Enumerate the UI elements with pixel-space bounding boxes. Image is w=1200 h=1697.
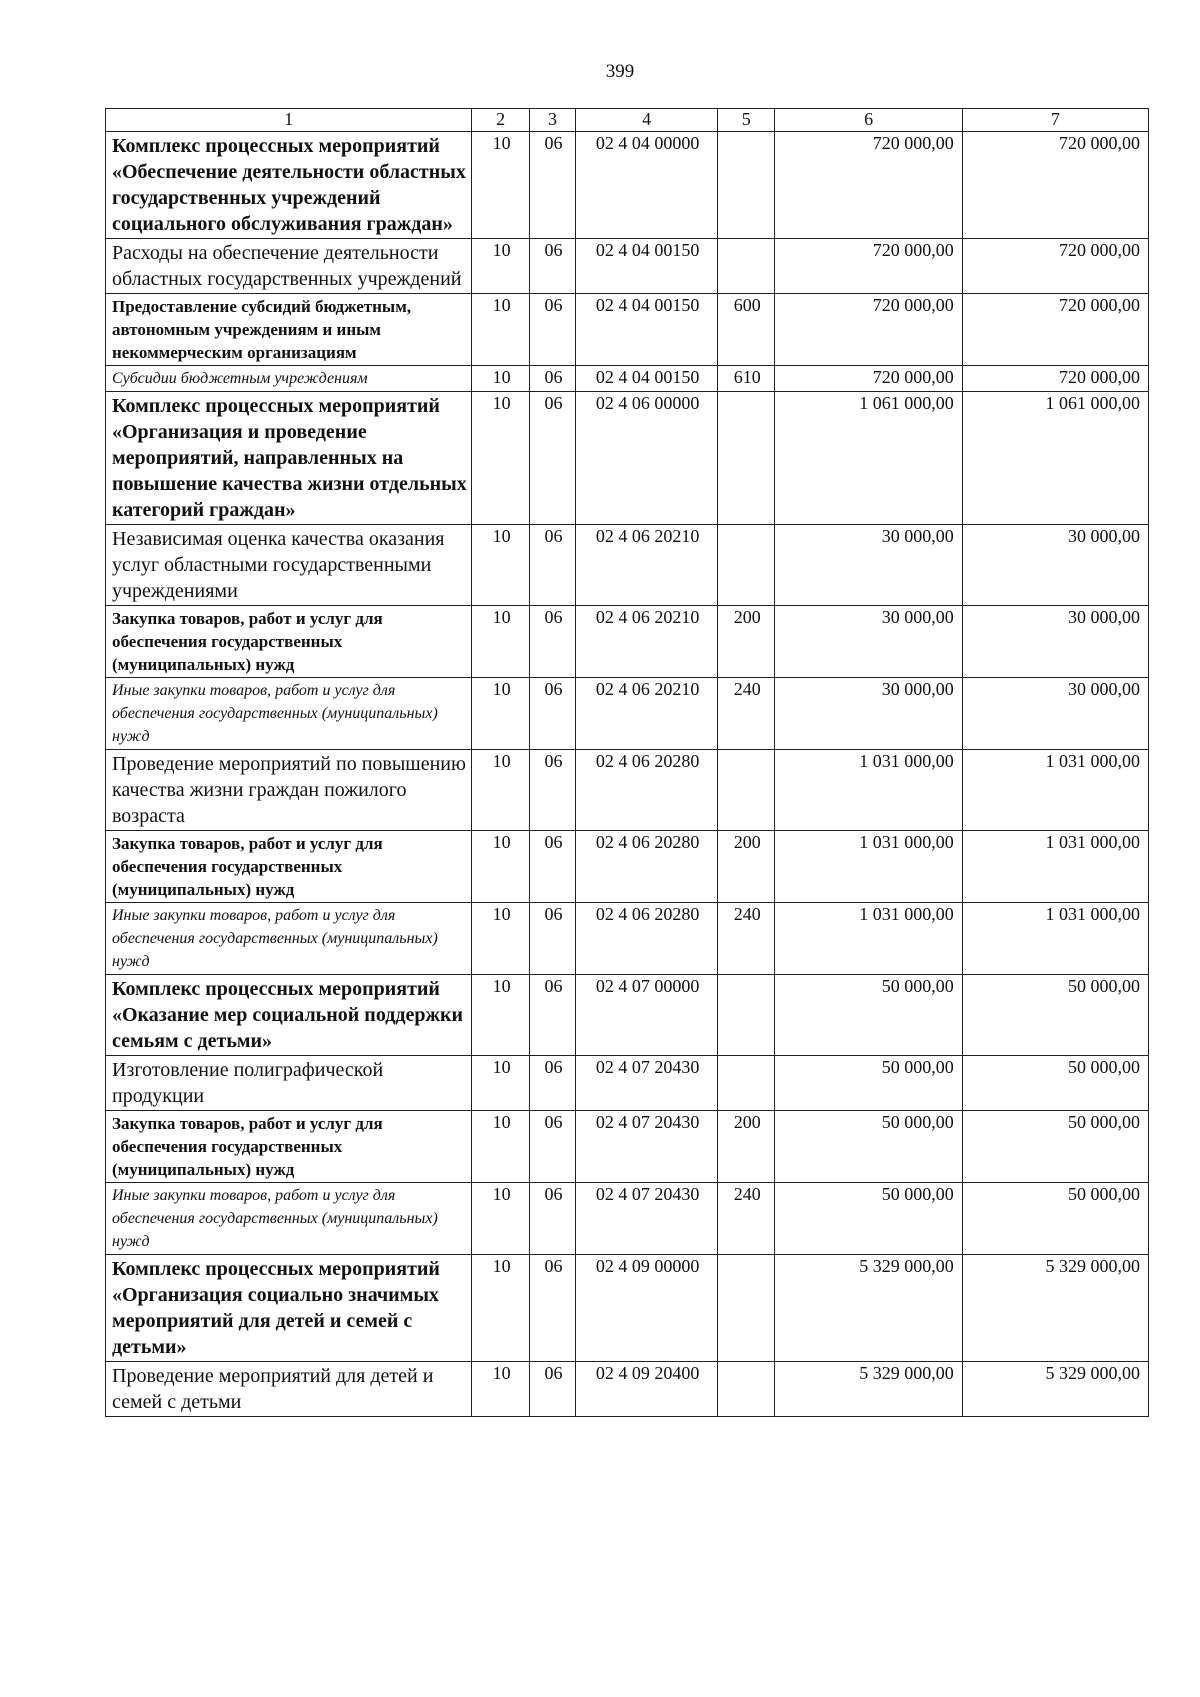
row-name: Иные закупки товаров, работ и услуг для обеспечения государственных (муниципальных) нужд bbox=[106, 903, 472, 975]
row-target-article: 02 4 06 20210 bbox=[576, 525, 718, 606]
row-target-article: 02 4 06 20280 bbox=[576, 831, 718, 903]
row-amount-year-2: 50 000,00 bbox=[962, 1111, 1148, 1183]
row-amount-year-1: 720 000,00 bbox=[775, 294, 962, 366]
row-target-article: 02 4 04 00150 bbox=[576, 294, 718, 366]
row-expense-type bbox=[718, 525, 775, 606]
table-body bbox=[106, 132, 1149, 1417]
row-section: 10 bbox=[472, 239, 529, 294]
row-name: Иные закупки товаров, работ и услуг для обеспечения государственных (муниципальных) нужд bbox=[106, 678, 472, 750]
table-row bbox=[106, 606, 1149, 678]
row-subsection: 06 bbox=[529, 1056, 575, 1111]
row-amount-year-2: 720 000,00 bbox=[962, 294, 1148, 366]
row-subsection: 06 bbox=[529, 1183, 575, 1255]
row-name: Проведение мероприятий по повышению качества жизни граждан пожилого возраста bbox=[106, 750, 472, 831]
row-target-article: 02 4 06 00000 bbox=[576, 392, 718, 525]
budget-table bbox=[105, 108, 1149, 1417]
row-subsection: 06 bbox=[529, 132, 575, 239]
row-expense-type bbox=[718, 239, 775, 294]
row-amount-year-2: 1 061 000,00 bbox=[962, 392, 1148, 525]
row-subsection: 06 bbox=[529, 366, 575, 392]
row-amount-year-2: 1 031 000,00 bbox=[962, 750, 1148, 831]
table-row bbox=[106, 132, 1149, 239]
row-target-article: 02 4 07 20430 bbox=[576, 1111, 718, 1183]
row-subsection: 06 bbox=[529, 678, 575, 750]
table-row bbox=[106, 1111, 1149, 1183]
row-expense-type: 200 bbox=[718, 831, 775, 903]
table-row bbox=[106, 678, 1149, 750]
row-name: Комплекс процессных мероприятий «Оказание мер социальной поддержки семьям с детьми» bbox=[106, 975, 472, 1056]
row-amount-year-2: 30 000,00 bbox=[962, 525, 1148, 606]
row-subsection: 06 bbox=[529, 525, 575, 606]
row-amount-year-2: 1 031 000,00 bbox=[962, 903, 1148, 975]
table-row bbox=[106, 750, 1149, 831]
row-amount-year-1: 1 061 000,00 bbox=[775, 392, 962, 525]
table-header-row bbox=[106, 109, 1149, 132]
row-name: Изготовление полиграфической продукции bbox=[106, 1056, 472, 1111]
row-section: 10 bbox=[472, 1056, 529, 1111]
row-section: 10 bbox=[472, 831, 529, 903]
row-amount-year-1: 720 000,00 bbox=[775, 239, 962, 294]
row-subsection: 06 bbox=[529, 606, 575, 678]
row-amount-year-1: 5 329 000,00 bbox=[775, 1362, 962, 1417]
row-expense-type bbox=[718, 750, 775, 831]
row-section: 10 bbox=[472, 392, 529, 525]
row-name: Иные закупки товаров, работ и услуг для обеспечения государственных (муниципальных) нужд bbox=[106, 1183, 472, 1255]
column-header: 5 bbox=[718, 109, 775, 132]
row-amount-year-1: 30 000,00 bbox=[775, 525, 962, 606]
row-expense-type bbox=[718, 1056, 775, 1111]
row-name: Закупка товаров, работ и услуг для обеспечения государственных (муниципальных) нужд bbox=[106, 831, 472, 903]
table-row bbox=[106, 1056, 1149, 1111]
row-expense-type: 240 bbox=[718, 903, 775, 975]
row-expense-type bbox=[718, 132, 775, 239]
row-name: Закупка товаров, работ и услуг для обеспечения государственных (муниципальных) нужд bbox=[106, 606, 472, 678]
table-row bbox=[106, 525, 1149, 606]
column-header: 4 bbox=[576, 109, 718, 132]
row-name: Проведение мероприятий для детей и семей с детьми bbox=[106, 1362, 472, 1417]
row-section: 10 bbox=[472, 606, 529, 678]
table-row bbox=[106, 1255, 1149, 1362]
row-amount-year-1: 30 000,00 bbox=[775, 606, 962, 678]
table-row bbox=[106, 903, 1149, 975]
row-expense-type bbox=[718, 1255, 775, 1362]
column-header: 7 bbox=[962, 109, 1148, 132]
row-name: Комплекс процессных мероприятий «Обеспечение деятельности областных государственных учреждений социального обслуживания граждан» bbox=[106, 132, 472, 239]
row-section: 10 bbox=[472, 132, 529, 239]
table-row bbox=[106, 1183, 1149, 1255]
row-amount-year-2: 1 031 000,00 bbox=[962, 831, 1148, 903]
table-row bbox=[106, 294, 1149, 366]
row-section: 10 bbox=[472, 678, 529, 750]
row-name: Комплекс процессных мероприятий «Организация социально значимых мероприятий для детей и семей с детьми» bbox=[106, 1255, 472, 1362]
row-section: 10 bbox=[472, 1183, 529, 1255]
row-amount-year-1: 1 031 000,00 bbox=[775, 831, 962, 903]
row-target-article: 02 4 07 00000 bbox=[576, 975, 718, 1056]
row-amount-year-1: 50 000,00 bbox=[775, 975, 962, 1056]
row-target-article: 02 4 06 20210 bbox=[576, 678, 718, 750]
row-expense-type: 610 bbox=[718, 366, 775, 392]
page-number: 399 bbox=[605, 61, 635, 82]
row-amount-year-2: 720 000,00 bbox=[962, 239, 1148, 294]
row-section: 10 bbox=[472, 366, 529, 392]
row-target-article: 02 4 06 20280 bbox=[576, 750, 718, 831]
row-expense-type: 240 bbox=[718, 1183, 775, 1255]
row-section: 10 bbox=[472, 525, 529, 606]
row-amount-year-1: 50 000,00 bbox=[775, 1183, 962, 1255]
column-header: 3 bbox=[529, 109, 575, 132]
row-target-article: 02 4 06 20280 bbox=[576, 903, 718, 975]
row-amount-year-2: 30 000,00 bbox=[962, 678, 1148, 750]
row-amount-year-1: 50 000,00 bbox=[775, 1056, 962, 1111]
row-name: Предоставление субсидий бюджетным, автономным учреждениям и иным некоммерческим организациям bbox=[106, 294, 472, 366]
row-subsection: 06 bbox=[529, 750, 575, 831]
column-header: 1 bbox=[106, 109, 472, 132]
row-amount-year-2: 50 000,00 bbox=[962, 975, 1148, 1056]
row-amount-year-1: 1 031 000,00 bbox=[775, 750, 962, 831]
row-section: 10 bbox=[472, 975, 529, 1056]
row-amount-year-2: 30 000,00 bbox=[962, 606, 1148, 678]
row-name: Независимая оценка качества оказания услуг областными государственными учреждениями bbox=[106, 525, 472, 606]
row-subsection: 06 bbox=[529, 239, 575, 294]
row-target-article: 02 4 04 00150 bbox=[576, 239, 718, 294]
row-section: 10 bbox=[472, 294, 529, 366]
row-target-article: 02 4 06 20210 bbox=[576, 606, 718, 678]
row-amount-year-1: 720 000,00 bbox=[775, 132, 962, 239]
row-target-article: 02 4 04 00000 bbox=[576, 132, 718, 239]
row-expense-type bbox=[718, 1362, 775, 1417]
row-amount-year-1: 720 000,00 bbox=[775, 366, 962, 392]
row-amount-year-2: 720 000,00 bbox=[962, 366, 1148, 392]
row-amount-year-2: 50 000,00 bbox=[962, 1056, 1148, 1111]
row-amount-year-2: 50 000,00 bbox=[962, 1183, 1148, 1255]
row-amount-year-2: 720 000,00 bbox=[962, 132, 1148, 239]
row-expense-type: 240 bbox=[718, 678, 775, 750]
table-row bbox=[106, 239, 1149, 294]
row-amount-year-1: 50 000,00 bbox=[775, 1111, 962, 1183]
row-amount-year-1: 5 329 000,00 bbox=[775, 1255, 962, 1362]
row-subsection: 06 bbox=[529, 1111, 575, 1183]
row-name: Субсидии бюджетным учреждениям bbox=[106, 366, 472, 392]
row-expense-type: 200 bbox=[718, 1111, 775, 1183]
table-row bbox=[106, 392, 1149, 525]
row-amount-year-2: 5 329 000,00 bbox=[962, 1362, 1148, 1417]
row-name: Закупка товаров, работ и услуг для обеспечения государственных (муниципальных) нужд bbox=[106, 1111, 472, 1183]
row-expense-type: 600 bbox=[718, 294, 775, 366]
row-amount-year-1: 30 000,00 bbox=[775, 678, 962, 750]
row-subsection: 06 bbox=[529, 975, 575, 1056]
row-target-article: 02 4 07 20430 bbox=[576, 1056, 718, 1111]
row-expense-type bbox=[718, 392, 775, 525]
row-target-article: 02 4 07 20430 bbox=[576, 1183, 718, 1255]
row-name: Комплекс процессных мероприятий «Организация и проведение мероприятий, направленных на повышение качества жизни отдельных категорий граждан» bbox=[106, 392, 472, 525]
row-subsection: 06 bbox=[529, 1255, 575, 1362]
table-row bbox=[106, 366, 1149, 392]
table-row bbox=[106, 831, 1149, 903]
row-target-article: 02 4 09 00000 bbox=[576, 1255, 718, 1362]
row-name: Расходы на обеспечение деятельности областных государственных учреждений bbox=[106, 239, 472, 294]
row-subsection: 06 bbox=[529, 1362, 575, 1417]
row-amount-year-1: 1 031 000,00 bbox=[775, 903, 962, 975]
row-target-article: 02 4 09 20400 bbox=[576, 1362, 718, 1417]
row-section: 10 bbox=[472, 1111, 529, 1183]
column-header: 2 bbox=[472, 109, 529, 132]
row-subsection: 06 bbox=[529, 831, 575, 903]
table-row bbox=[106, 1362, 1149, 1417]
row-expense-type bbox=[718, 975, 775, 1056]
row-section: 10 bbox=[472, 903, 529, 975]
row-amount-year-2: 5 329 000,00 bbox=[962, 1255, 1148, 1362]
row-section: 10 bbox=[472, 1255, 529, 1362]
row-target-article: 02 4 04 00150 bbox=[576, 366, 718, 392]
row-expense-type: 200 bbox=[718, 606, 775, 678]
row-section: 10 bbox=[472, 750, 529, 831]
row-subsection: 06 bbox=[529, 294, 575, 366]
row-subsection: 06 bbox=[529, 903, 575, 975]
column-header: 6 bbox=[775, 109, 962, 132]
row-subsection: 06 bbox=[529, 392, 575, 525]
table-row bbox=[106, 975, 1149, 1056]
row-section: 10 bbox=[472, 1362, 529, 1417]
